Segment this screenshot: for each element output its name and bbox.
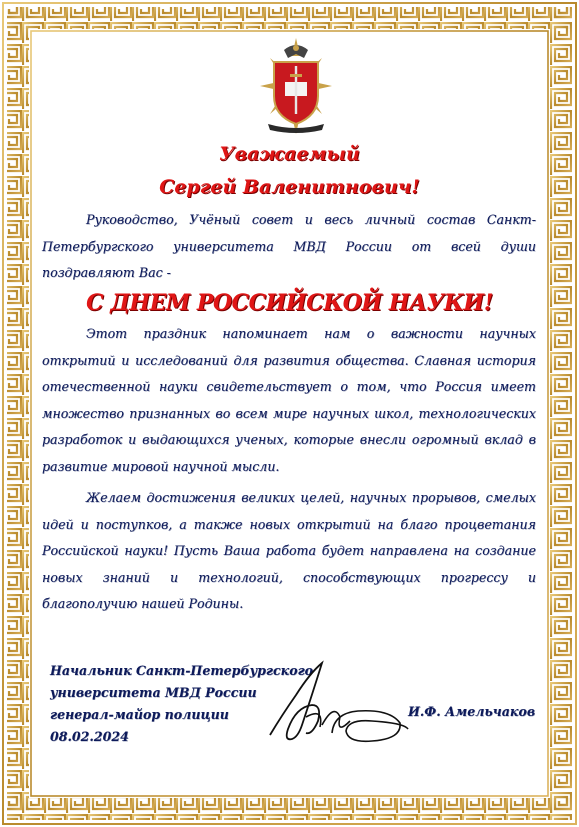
signatory-name: И.Ф. Амельчаков: [408, 704, 536, 719]
body-paragraph: [42, 321, 536, 480]
body-paragraph-text: Этот праздник напоминает нам о важности научных открытий и исследований для развития общества. Славная история отечественной науки свидетельствует о том, что Россия имеет множество признанных во всем мире научных школ, технологических разработок и выдающихся ученых, которые внесли огромный вклад в развитие мировой научной мысли.: [42, 326, 536, 474]
university-emblem-icon: [256, 36, 336, 136]
signatory-rank: генерал-майор полиции: [50, 707, 229, 722]
signatory-organization: университета МВД России: [50, 685, 257, 700]
signatory-position: Начальник Санкт-Петербургского: [50, 663, 314, 678]
wishes-paragraph: [42, 485, 536, 618]
holiday-title: С ДНЕМ РОССИЙСКОЙ НАУКИ!: [86, 290, 493, 316]
greeting-title: Уважаемый: [219, 143, 360, 165]
handwritten-signature: [262, 655, 412, 750]
document-date: 08.02.2024: [50, 729, 129, 744]
intro-paragraph-text: Руководство, Учёный совет и весь личный состав Санкт-Петербургского университета МВД России от всей души поздравляют Вас -: [42, 212, 536, 280]
wishes-paragraph-text: Желаем достижения великих целей, научных прорывов, смелых идей и поступков, а также новых открытий на благо процветания Российской науки! Пусть Ваша работа будет направлена на создание новых знаний и технологий, способствующих прогрессу и благополучию нашей Родины.: [42, 490, 536, 611]
recipient-name: Сергей Валенитнович!: [159, 176, 420, 198]
intro-paragraph: [42, 207, 536, 287]
